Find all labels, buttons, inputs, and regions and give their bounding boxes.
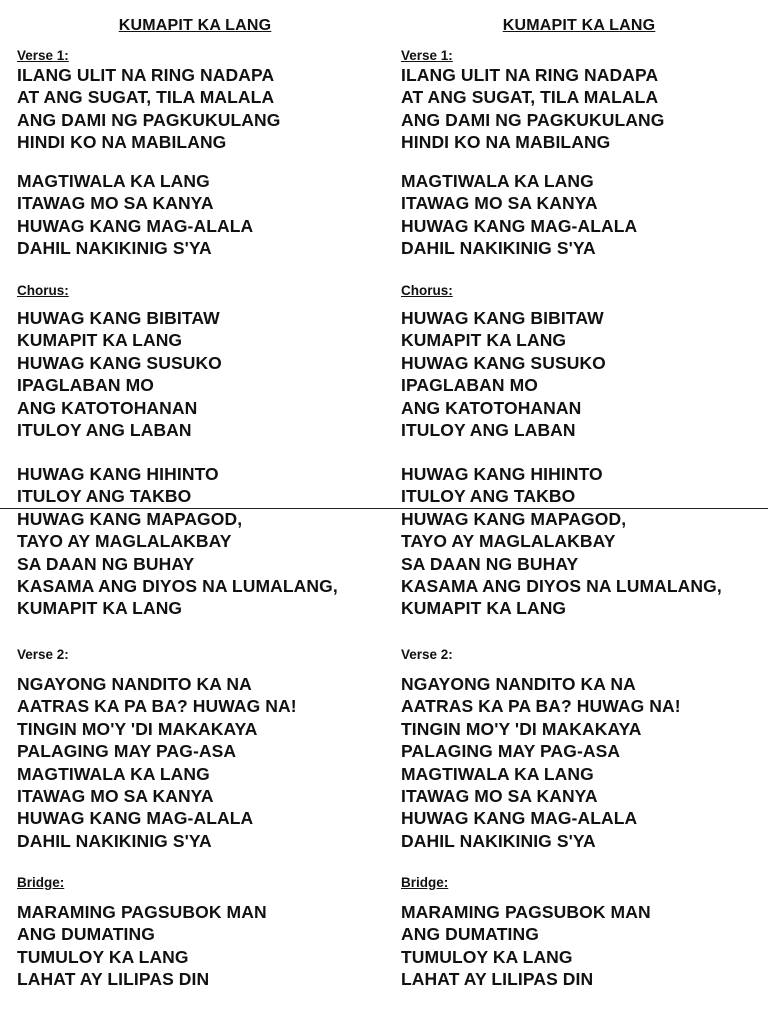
lyric-line: HUWAG KANG MAPAGOD,	[401, 508, 627, 529]
lyric-line: HINDI KO NA MABILANG	[17, 132, 227, 153]
chorus-block-b	[401, 463, 722, 620]
lyric-line: ANG KATOTOHANAN	[401, 397, 582, 418]
lyrics-column-left	[0, 0, 372, 1024]
lyric-line: ANG DUMATING	[401, 924, 539, 945]
lyric-line: MAGTIWALA KA LANG	[17, 763, 210, 784]
chorus-label: Chorus:	[401, 283, 453, 298]
verse1-block-b	[17, 170, 253, 260]
lyric-line: DAHIL NAKIKINIG S'YA	[17, 238, 212, 259]
verse2-label: Verse 2:	[17, 647, 69, 662]
bridge-label: Bridge:	[17, 875, 65, 890]
lyric-line: KUMAPIT KA LANG	[17, 330, 183, 351]
lyric-line: HUWAG KANG BIBITAW	[401, 308, 604, 328]
bridge-block	[401, 901, 651, 991]
lyric-line: HUWAG KANG SUSUKO	[17, 352, 222, 373]
verse1-label: Verse 1:	[17, 48, 69, 63]
lyric-line: MAGTIWALA KA LANG	[17, 171, 210, 191]
chorus-block-a	[401, 307, 606, 441]
lyric-line: IPAGLABAN MO	[401, 375, 538, 396]
chorus-block-a	[17, 307, 222, 441]
lyric-line: ILANG ULIT NA RING NADAPA	[17, 65, 275, 85]
lyric-line: TAYO AY MAGLALAKBAY	[17, 531, 232, 552]
lyric-line: HUWAG KANG HIHINTO	[401, 464, 603, 484]
lyric-line: DAHIL NAKIKINIG S'YA	[17, 830, 212, 851]
chorus-label: Chorus:	[17, 283, 69, 298]
lyric-line: HUWAG KANG HIHINTO	[17, 464, 219, 484]
lyric-line: LAHAT AY LILIPAS DIN	[17, 969, 210, 990]
lyric-line: ITULOY ANG TAKBO	[17, 486, 192, 507]
lyric-line: HUWAG KANG MAG-ALALA	[17, 808, 254, 829]
verse1-block-a	[17, 64, 281, 154]
lyric-line: LAHAT AY LILIPAS DIN	[401, 969, 594, 990]
lyric-line: ITULOY ANG TAKBO	[401, 486, 576, 507]
verse2-label: Verse 2:	[401, 647, 453, 662]
lyric-line: MAGTIWALA KA LANG	[401, 171, 594, 191]
verse1-label: Verse 1:	[401, 48, 453, 63]
verse1-block-b	[401, 170, 637, 260]
bridge-block	[17, 901, 267, 991]
lyric-line: ITAWAG MO SA KANYA	[17, 193, 214, 214]
lyric-line: MARAMING PAGSUBOK MAN	[17, 902, 267, 922]
lyric-line: KUMAPIT KA LANG	[401, 330, 567, 351]
song-title: KUMAPIT KA LANG	[118, 17, 272, 34]
cut-line-divider	[0, 508, 768, 509]
lyric-line: NGAYONG NANDITO KA NA	[401, 674, 636, 694]
lyric-line: ITAWAG MO SA KANYA	[401, 786, 598, 807]
lyric-line: HUWAG KANG SUSUKO	[401, 352, 606, 373]
lyric-line: ANG DAMI NG PAGKUKULANG	[17, 109, 281, 130]
lyric-line: HUWAG KANG MAG-ALALA	[17, 215, 254, 236]
lyric-line: DAHIL NAKIKINIG S'YA	[401, 238, 596, 259]
lyric-line: ANG DAMI NG PAGKUKULANG	[401, 109, 665, 130]
lyric-line: ITULOY ANG LABAN	[17, 420, 192, 441]
lyric-line: PALAGING MAY PAG-ASA	[401, 741, 621, 762]
lyric-line: TAYO AY MAGLALAKBAY	[401, 531, 616, 552]
lyric-line: AT ANG SUGAT, TILA MALALA	[17, 87, 275, 108]
lyric-line: DAHIL NAKIKINIG S'YA	[401, 830, 596, 851]
verse2-block	[17, 673, 297, 852]
lyric-line: ANG KATOTOHANAN	[17, 397, 198, 418]
lyrics-column-right	[384, 0, 756, 1024]
chorus-block-b	[17, 463, 338, 620]
verse1-block-a	[401, 64, 665, 154]
lyric-line: SA DAAN NG BUHAY	[17, 553, 195, 574]
lyric-line: TUMULOY KA LANG	[401, 946, 573, 967]
lyric-line: AATRAS KA PA BA? HUWAG NA!	[401, 696, 681, 717]
lyric-line: AT ANG SUGAT, TILA MALALA	[401, 87, 659, 108]
lyric-line: NGAYONG NANDITO KA NA	[17, 674, 252, 694]
lyric-line: HUWAG KANG BIBITAW	[17, 308, 220, 328]
lyric-line: PALAGING MAY PAG-ASA	[17, 741, 237, 762]
lyric-line: HUWAG KANG MAG-ALALA	[401, 215, 638, 236]
lyric-line: ANG DUMATING	[17, 924, 155, 945]
lyric-line: MAGTIWALA KA LANG	[401, 763, 594, 784]
lyric-line: ITAWAG MO SA KANYA	[401, 193, 598, 214]
lyric-line: TINGIN MO'Y 'DI MAKAKAYA	[401, 718, 642, 739]
lyric-line: ILANG ULIT NA RING NADAPA	[401, 65, 659, 85]
lyric-line: IPAGLABAN MO	[17, 375, 154, 396]
lyric-line: HUWAG KANG MAG-ALALA	[401, 808, 638, 829]
verse2-block	[401, 673, 681, 852]
lyric-line: KASAMA ANG DIYOS NA LUMALANG,	[401, 576, 722, 597]
lyric-line: MARAMING PAGSUBOK MAN	[401, 902, 651, 922]
lyric-line: TUMULOY KA LANG	[17, 946, 189, 967]
lyric-line: HUWAG KANG MAPAGOD,	[17, 508, 243, 529]
lyric-line: KUMAPIT KA LANG	[17, 598, 183, 619]
lyric-line: TINGIN MO'Y 'DI MAKAKAYA	[17, 718, 258, 739]
lyric-line: AATRAS KA PA BA? HUWAG NA!	[17, 696, 297, 717]
lyric-line: ITAWAG MO SA KANYA	[17, 786, 214, 807]
lyric-line: KUMAPIT KA LANG	[401, 598, 567, 619]
song-title: KUMAPIT KA LANG	[502, 17, 656, 34]
bridge-label: Bridge:	[401, 875, 449, 890]
lyric-line: SA DAAN NG BUHAY	[401, 553, 579, 574]
lyric-line: ITULOY ANG LABAN	[401, 420, 576, 441]
lyric-line: KASAMA ANG DIYOS NA LUMALANG,	[17, 576, 338, 597]
lyric-line: HINDI KO NA MABILANG	[401, 132, 611, 153]
